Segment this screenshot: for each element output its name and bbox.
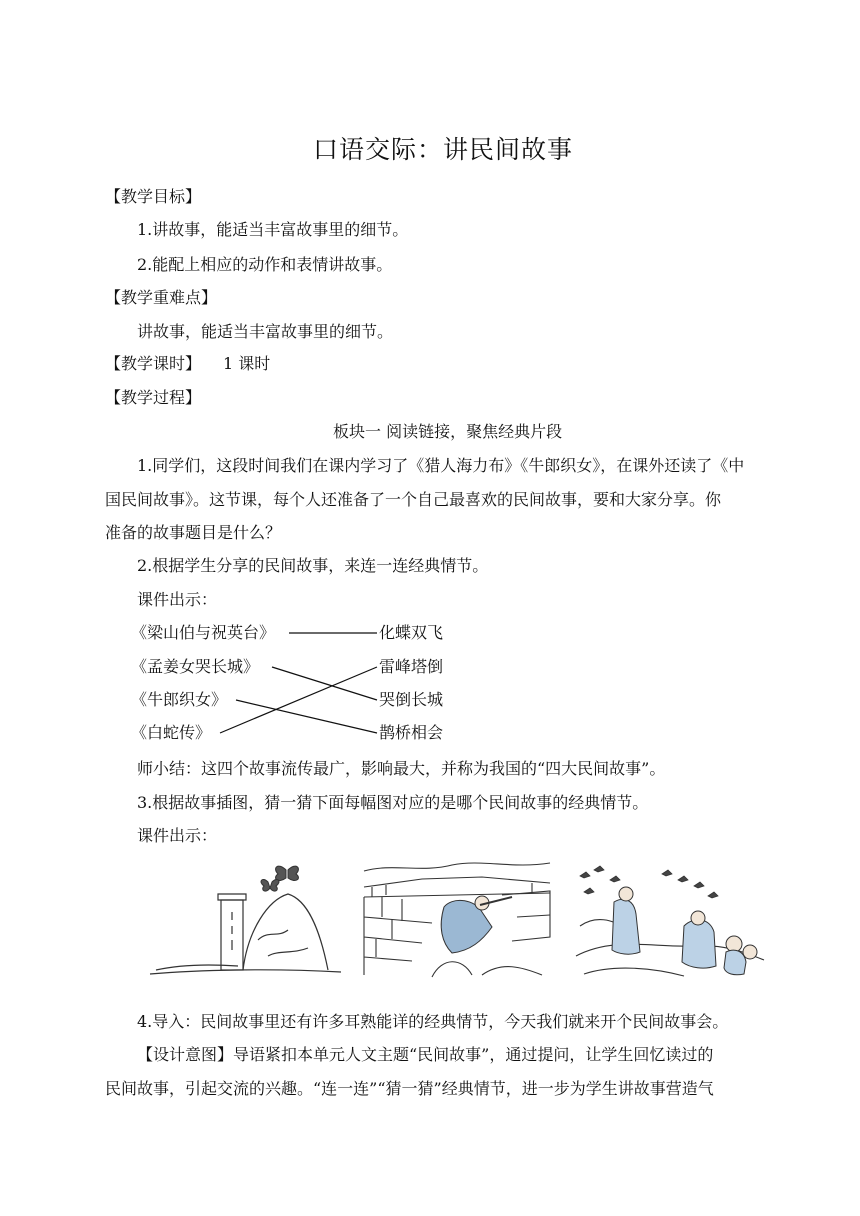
key-points-text: 讲故事，能适当丰富故事里的细节。 (137, 322, 394, 341)
courseware-label-1: 课件出示： (137, 590, 218, 609)
hours-value: 1 课时 (223, 354, 271, 373)
p1-line1: 1.同学们，这段时间我们在课内学习了《猎人海力布》《牛郎织女》，在课外还读了《中 (137, 456, 745, 475)
hours-heading: 【教学课时】 (105, 354, 202, 373)
goal-item-1: 1.讲故事，能适当丰富故事里的细节。 (137, 220, 409, 239)
process-heading: 【教学过程】 (105, 388, 202, 407)
tomb-butterflies-illustration (148, 860, 343, 980)
section-title: 板块一 阅读链接，聚焦经典片段 (333, 422, 563, 441)
design-line1: 【设计意图】导语紧扣本单元人文主题“民间故事”，通过提问，让学生回忆读过的 (137, 1045, 714, 1064)
p1-line3: 准备的故事题目是什么？ (105, 523, 282, 542)
page-title: 口语交际：讲民间故事 (313, 135, 574, 164)
match-right-3: 哭倒长城 (379, 690, 444, 709)
match-left-4: 《白蛇传》 (131, 723, 212, 742)
match-right-4: 鹊桥相会 (379, 723, 444, 742)
design-line2: 民间故事，引起交流的兴趣。“连一连”“猜一猜”经典情节，进一步为学生讲故事营造气 (105, 1079, 714, 1098)
match-left-2: 《孟姜女哭长城》 (131, 657, 260, 676)
p4: 4.导入：民间故事里还有许多耳熟能详的经典情节，今天我们就来开个民间故事会。 (137, 1012, 729, 1031)
key-points-heading: 【教学重难点】 (105, 288, 218, 307)
match-left-3: 《牛郎织女》 (131, 690, 228, 709)
p2: 2.根据学生分享的民间故事，来连一连经典情节。 (137, 556, 489, 575)
great-wall-weeping-illustration (362, 857, 552, 979)
match-left-1: 《梁山伯与祝英台》 (131, 623, 276, 642)
courseware-label-2: 课件出示： (137, 826, 218, 845)
match-right-1: 化蝶双飞 (379, 623, 444, 642)
p3: 3.根据故事插图，猜一猜下面每幅图对应的是哪个民间故事的经典情节。 (137, 793, 649, 812)
goals-heading: 【教学目标】 (105, 187, 202, 206)
magpie-bridge-meeting-illustration (574, 856, 766, 984)
p1-line2: 国民间故事》。这节课，每个人还准备了一个自己最喜欢的民间故事，要和大家分享。你 (105, 490, 722, 509)
summary: 师小结：这四个故事流传最广，影响最大，并称为我国的“四大民间故事”。 (137, 759, 666, 778)
match-line-3 (236, 700, 377, 733)
match-line-4 (220, 667, 377, 733)
match-right-2: 雷峰塔倒 (379, 657, 444, 676)
match-line-2 (272, 667, 377, 700)
goal-item-2: 2.能配上相应的动作和表情讲故事。 (137, 255, 393, 274)
